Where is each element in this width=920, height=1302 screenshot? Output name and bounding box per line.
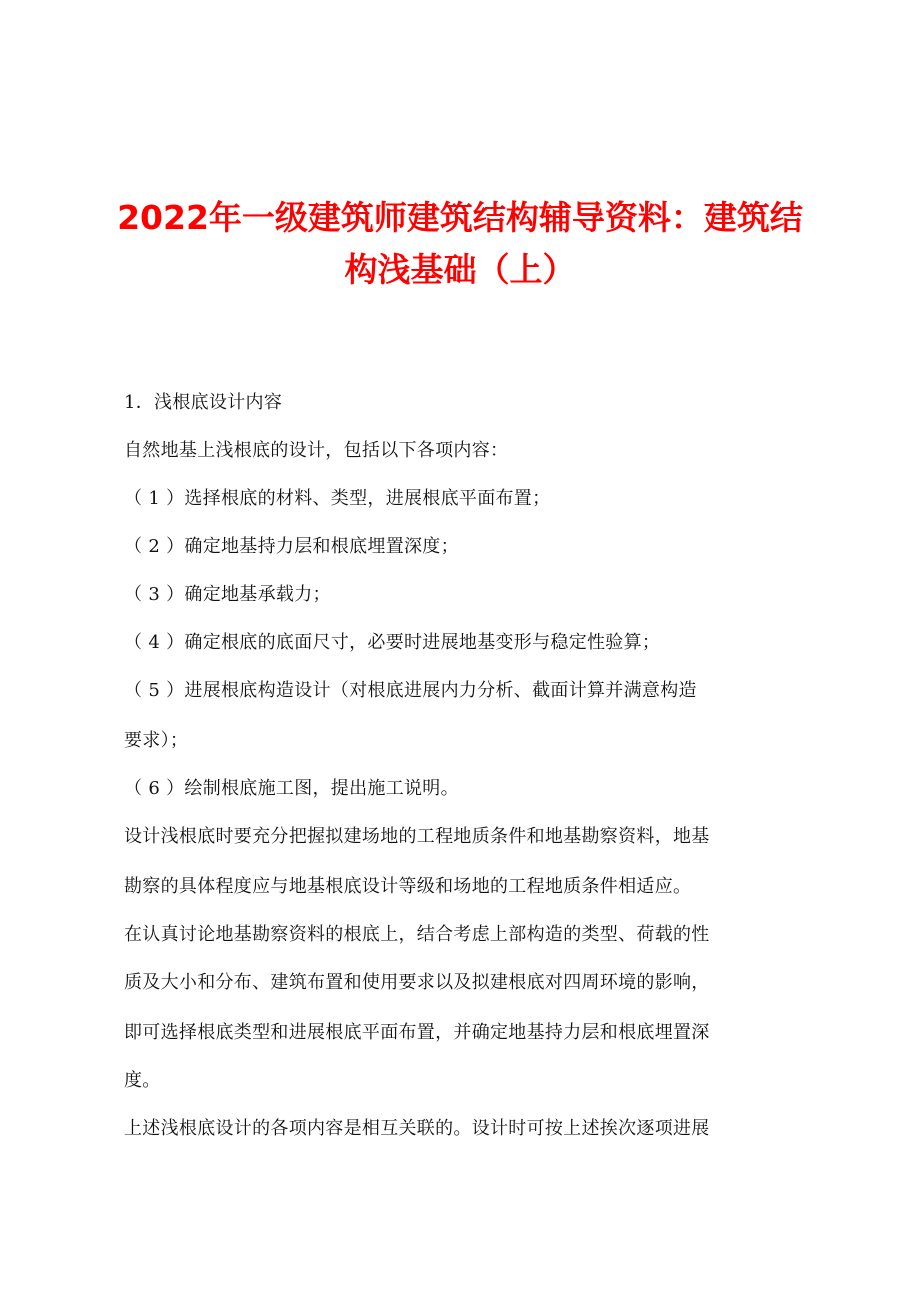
list-item-5-continued: 要求）； (124, 730, 189, 751)
list-item-6: （ 6 ）绘制根底施工图，提出施工说明。 (124, 778, 459, 799)
body-line: 即可选择根底类型和进展根底平面布置，并确定地基持力层和根底埋置深 (124, 1022, 710, 1043)
list-item-2: （ 2 ）确定地基持力层和根底埋置深度； (124, 536, 459, 557)
document-title-line-2: 构浅基础（上） (344, 250, 576, 289)
body-line: 质及大小和分布、建筑布置和使用要求以及拟建根底对四周环境的影响， (124, 972, 710, 993)
list-item-5: （ 5 ）进展根底构造设计（对根底进展内力分析、截面计算并满意构造 (124, 680, 697, 701)
list-item-1: （ 1 ）选择根底的材料、类型，进展根底平面布置； (124, 488, 551, 509)
body-line: 度。 (124, 1070, 161, 1091)
body-line: 在认真讨论地基勘察资料的根底上，结合考虑上部构造的类型、荷载的性 (124, 924, 710, 945)
document-title-line-1: 2022年一级建筑师建筑结构辅导资料：建筑结 (117, 198, 803, 237)
list-item-3: （ 3 ）确定地基承载力； (124, 584, 331, 605)
body-line: 勘察的具体程度应与地基根底设计等级和场地的工程地质条件相适应。 (124, 876, 692, 897)
list-item-4: （ 4 ）确定根底的底面尺寸，必要时进展地基变形与稳定性验算； (124, 632, 661, 653)
section-heading: 1．浅根底设计内容 (124, 392, 283, 413)
body-line: 自然地基上浅根底的设计，包括以下各项内容： (124, 440, 509, 461)
body-line: 设计浅根底时要充分把握拟建场地的工程地质条件和地基勘察资料，地基 (124, 826, 710, 847)
body-line: 上述浅根底设计的各项内容是相互关联的。设计时可按上述挨次逐项进展 (124, 1118, 710, 1139)
